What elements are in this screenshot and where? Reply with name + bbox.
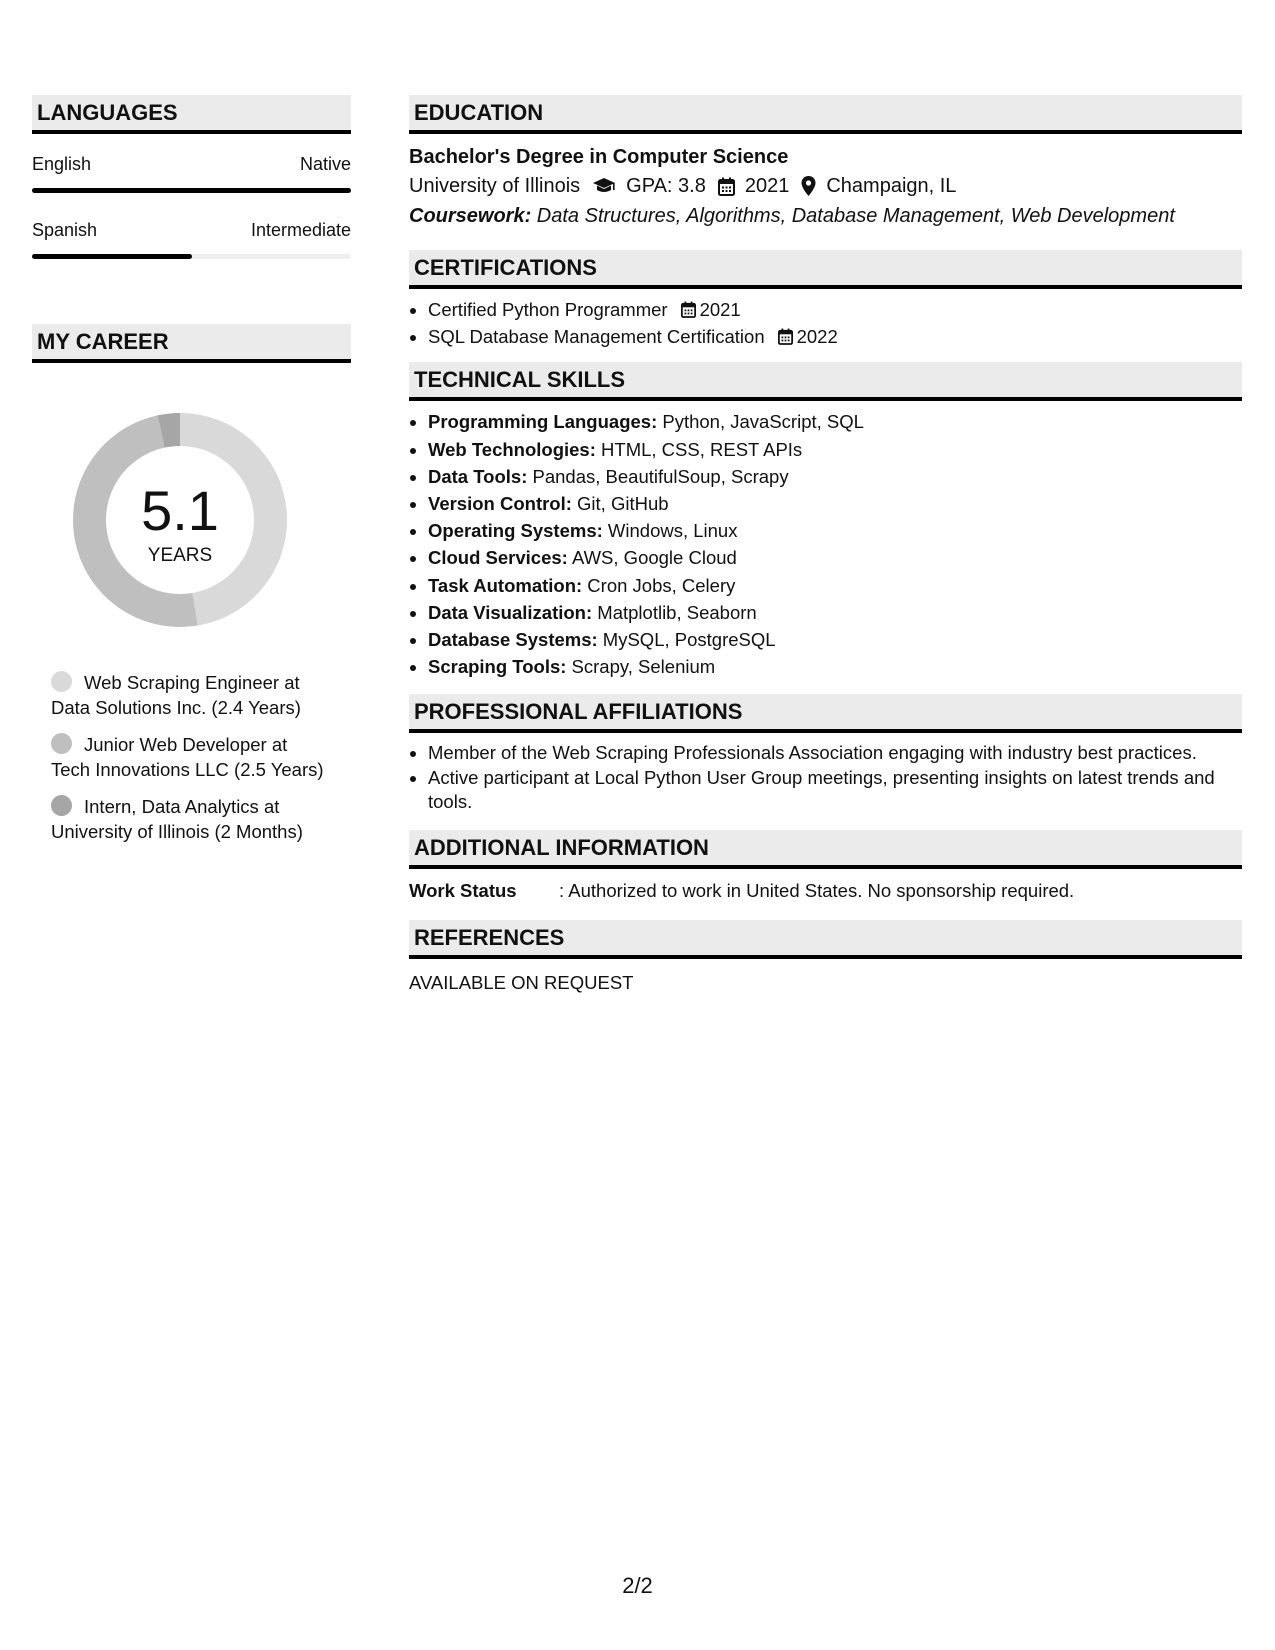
- legend-role: Intern, Data Analytics at: [84, 796, 280, 817]
- affiliations-heading: PROFESSIONAL AFFILIATIONS: [409, 694, 1242, 733]
- career-donut-chart: [65, 405, 295, 635]
- skill-label: Web Technologies:: [428, 438, 596, 460]
- skill-label: Task Automation:: [428, 574, 583, 596]
- legend-role: Junior Web Developer at: [84, 734, 288, 755]
- calendar-icon: [778, 328, 793, 345]
- career-legend-item: [51, 671, 351, 720]
- skills-list: [409, 408, 1242, 680]
- skill-label: Version Control:: [428, 493, 572, 515]
- graduation-cap-icon: [592, 177, 616, 195]
- language-name: Spanish: [32, 220, 98, 240]
- skill-item: [428, 572, 1242, 599]
- skill-item: [428, 463, 1242, 490]
- skill-label: Data Tools:: [428, 465, 528, 487]
- education-heading: EDUCATION: [409, 95, 1242, 134]
- education-year: 2021: [744, 175, 790, 197]
- page-number: 2/2: [622, 1573, 653, 1598]
- career-legend-item: [51, 733, 351, 782]
- skill-value: Windows, Linux: [602, 520, 738, 542]
- skill-item: [428, 544, 1242, 571]
- skill-value: Cron Jobs, Celery: [582, 574, 736, 596]
- education-location: Champaign, IL: [826, 175, 957, 197]
- language-level: Native: [299, 154, 351, 174]
- education-degree: Bachelor's Degree in Computer Science: [409, 146, 789, 168]
- skill-item: [428, 436, 1242, 463]
- career-heading: MY CAREER: [32, 324, 351, 363]
- legend-company: Tech Innovations LLC (2.5 Years): [51, 758, 324, 780]
- skills-heading: TECHNICAL SKILLS: [409, 362, 1242, 401]
- work-status-label: Work Status: [409, 880, 517, 902]
- legend-company: University of Illinois (2 Months): [51, 820, 303, 842]
- career-legend-item: [51, 795, 351, 844]
- right-column: [409, 95, 1242, 996]
- education-coursework: [409, 201, 1242, 231]
- map-pin-icon: [801, 176, 816, 196]
- language-row-english: [32, 148, 351, 196]
- skill-label: Database Systems:: [428, 629, 598, 651]
- affiliation-item: • Active participant at Local Python User Group meetings, presenting insights on latest trends and tools.: [428, 766, 1242, 814]
- certifications-list: [409, 296, 1242, 350]
- skill-label: Operating Systems:: [428, 520, 603, 542]
- skill-label: Cloud Services:: [428, 547, 568, 569]
- skill-item: [428, 599, 1242, 626]
- skill-value: MySQL, PostgreSQL: [597, 629, 776, 651]
- skill-item: [428, 490, 1242, 517]
- career-legend: [32, 671, 351, 844]
- certification-year: 2022: [796, 326, 838, 348]
- career-total-value: 5.1: [141, 479, 219, 542]
- skill-value: AWS, Google Cloud: [567, 547, 737, 569]
- legend-dot: [51, 733, 72, 754]
- languages-heading: LANGUAGES: [32, 95, 351, 134]
- work-status-row: [409, 878, 1242, 904]
- language-proficiency-bar: [32, 254, 351, 259]
- skill-value: Scrapy, Selenium: [566, 656, 716, 678]
- career-section: [32, 324, 351, 844]
- language-proficiency-bar: [32, 188, 351, 193]
- legend-company: Data Solutions Inc. (2.4 Years): [51, 696, 301, 718]
- references-heading: REFERENCES: [409, 920, 1242, 959]
- language-row-spanish: [32, 214, 351, 262]
- coursework-label: Coursework:: [409, 205, 532, 227]
- references-text: AVAILABLE ON REQUEST: [409, 972, 634, 994]
- skill-value: Python, JavaScript, SQL: [657, 411, 864, 433]
- skill-label: Programming Languages:: [428, 411, 658, 433]
- skill-item: [428, 653, 1242, 680]
- certification-name: • SQL Database Management Certification: [428, 326, 765, 348]
- certification-name: • Certified Python Programmer: [428, 299, 668, 320]
- legend-dot: [51, 795, 72, 816]
- language-proficiency-fill: [32, 188, 351, 193]
- education-school: University of Illinois: [409, 175, 581, 197]
- legend-dot: [51, 671, 72, 692]
- skill-value: HTML, CSS, REST APIs: [595, 438, 803, 460]
- language-name: English: [32, 154, 92, 174]
- legend-role: Web Scraping Engineer at: [84, 672, 300, 693]
- affiliations-list: [409, 740, 1242, 814]
- skill-item: [428, 517, 1242, 544]
- skill-value: Matplotlib, Seaborn: [592, 601, 757, 623]
- language-level: Intermediate: [250, 220, 351, 240]
- certification-item: [428, 323, 1242, 350]
- skill-label: Data Visualization:: [428, 601, 593, 623]
- left-column: [32, 95, 351, 857]
- additional-heading: ADDITIONAL INFORMATION: [409, 830, 1242, 869]
- career-total-unit: YEARS: [147, 545, 213, 566]
- skill-value: Git, GitHub: [571, 493, 669, 515]
- coursework-list: Data Structures, Algorithms, Database Management, Web Development: [531, 205, 1175, 227]
- certifications-heading: CERTIFICATIONS: [409, 250, 1242, 289]
- skill-item: [428, 626, 1242, 653]
- calendar-icon: [681, 301, 696, 318]
- certification-item: [428, 296, 1242, 323]
- calendar-icon: [718, 177, 735, 196]
- skill-label: Scraping Tools:: [428, 656, 567, 678]
- affiliation-item: • Member of the Web Scraping Professionals Association engaging with industry best practices.: [428, 740, 1242, 766]
- education-gpa: GPA: 3.8: [626, 175, 706, 197]
- education-details: [409, 171, 1242, 201]
- skill-item: [428, 408, 1242, 435]
- work-status-value: : Authorized to work in United States. No sponsorship required.: [559, 880, 1075, 902]
- certification-year: 2021: [699, 299, 741, 320]
- language-proficiency-fill: [32, 254, 192, 259]
- donut-center: [65, 405, 295, 635]
- skill-value: Pandas, BeautifulSoup, Scrapy: [527, 465, 789, 487]
